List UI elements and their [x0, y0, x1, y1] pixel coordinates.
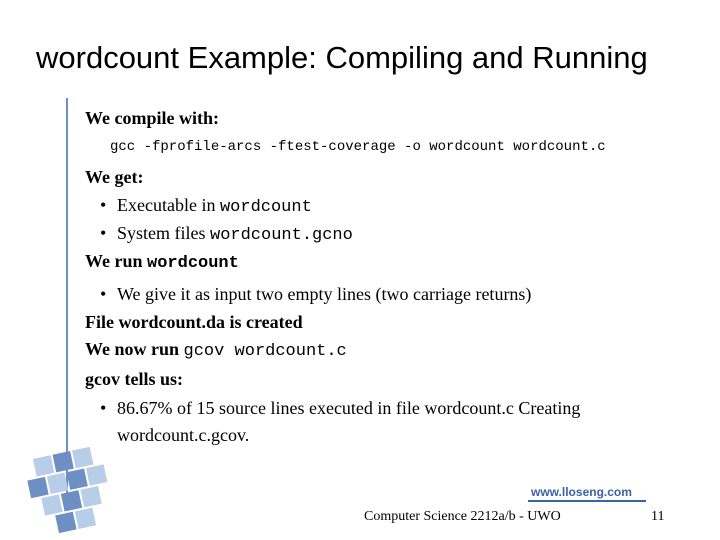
footer-rule	[528, 500, 646, 502]
deco-tile	[80, 486, 101, 507]
bullet-glyph: •	[100, 223, 107, 243]
text-we-run-label: We run	[85, 251, 148, 271]
text-now-run	[85, 339, 347, 361]
footer-course: Computer Science 2212a/b - UWO	[364, 509, 561, 524]
text-compile-with: We compile with:	[85, 108, 219, 128]
website-label: www.lloseng.com	[531, 485, 632, 499]
deco-tile	[41, 494, 62, 515]
deco-tile	[86, 464, 107, 485]
code-wordcount-run: wordcount	[147, 254, 239, 273]
bullet-glyph: •	[100, 284, 107, 304]
slide-title: wordcount Example: Compiling and Running	[36, 40, 648, 75]
bullet-executable-text: Executable in	[117, 195, 220, 215]
bullet-input	[100, 284, 531, 305]
deco-tile	[53, 451, 74, 472]
text-now-run-label: We now run	[85, 339, 184, 359]
bullet-glyph: •	[100, 195, 107, 215]
deco-tile	[66, 469, 87, 490]
deco-tile	[72, 447, 93, 468]
bullet-coverage-line1: 86.67% of 15 source lines executed in file wordcount.c Creating	[117, 398, 581, 418]
text-file-created: File wordcount.da is created	[85, 312, 303, 332]
vertical-rule	[66, 98, 68, 493]
bullet-executable	[100, 195, 312, 217]
bullet-glyph: •	[100, 398, 107, 418]
page-number: 11	[651, 509, 665, 524]
bullet-coverage-line2: wordcount.c.gcov.	[117, 425, 250, 445]
decorative-tile-graphic	[0, 440, 140, 540]
code-wordcount: wordcount	[219, 198, 312, 217]
compile-command: gcc -fprofile-arcs -ftest-coverage -o wordcount wordcount.c	[110, 139, 606, 155]
bullet-system-files	[100, 223, 353, 245]
bullet-system-files-text: System files	[117, 223, 210, 243]
bullet-input-text: We give it as input two empty lines (two carriage returns)	[117, 284, 532, 304]
deco-tile	[27, 477, 48, 498]
deco-tile	[55, 512, 76, 533]
deco-tile	[61, 490, 82, 511]
deco-tile	[75, 508, 96, 529]
deco-tile	[47, 473, 68, 494]
deco-tile	[33, 455, 54, 476]
bullet-coverage-result	[100, 398, 580, 419]
code-gcov: gcov wordcount.c	[183, 342, 347, 361]
text-gcov-tells: gcov tells us:	[85, 369, 183, 389]
text-we-run	[85, 251, 239, 273]
code-gcno: wordcount.gcno	[210, 226, 353, 245]
text-we-get: We get:	[85, 167, 144, 187]
